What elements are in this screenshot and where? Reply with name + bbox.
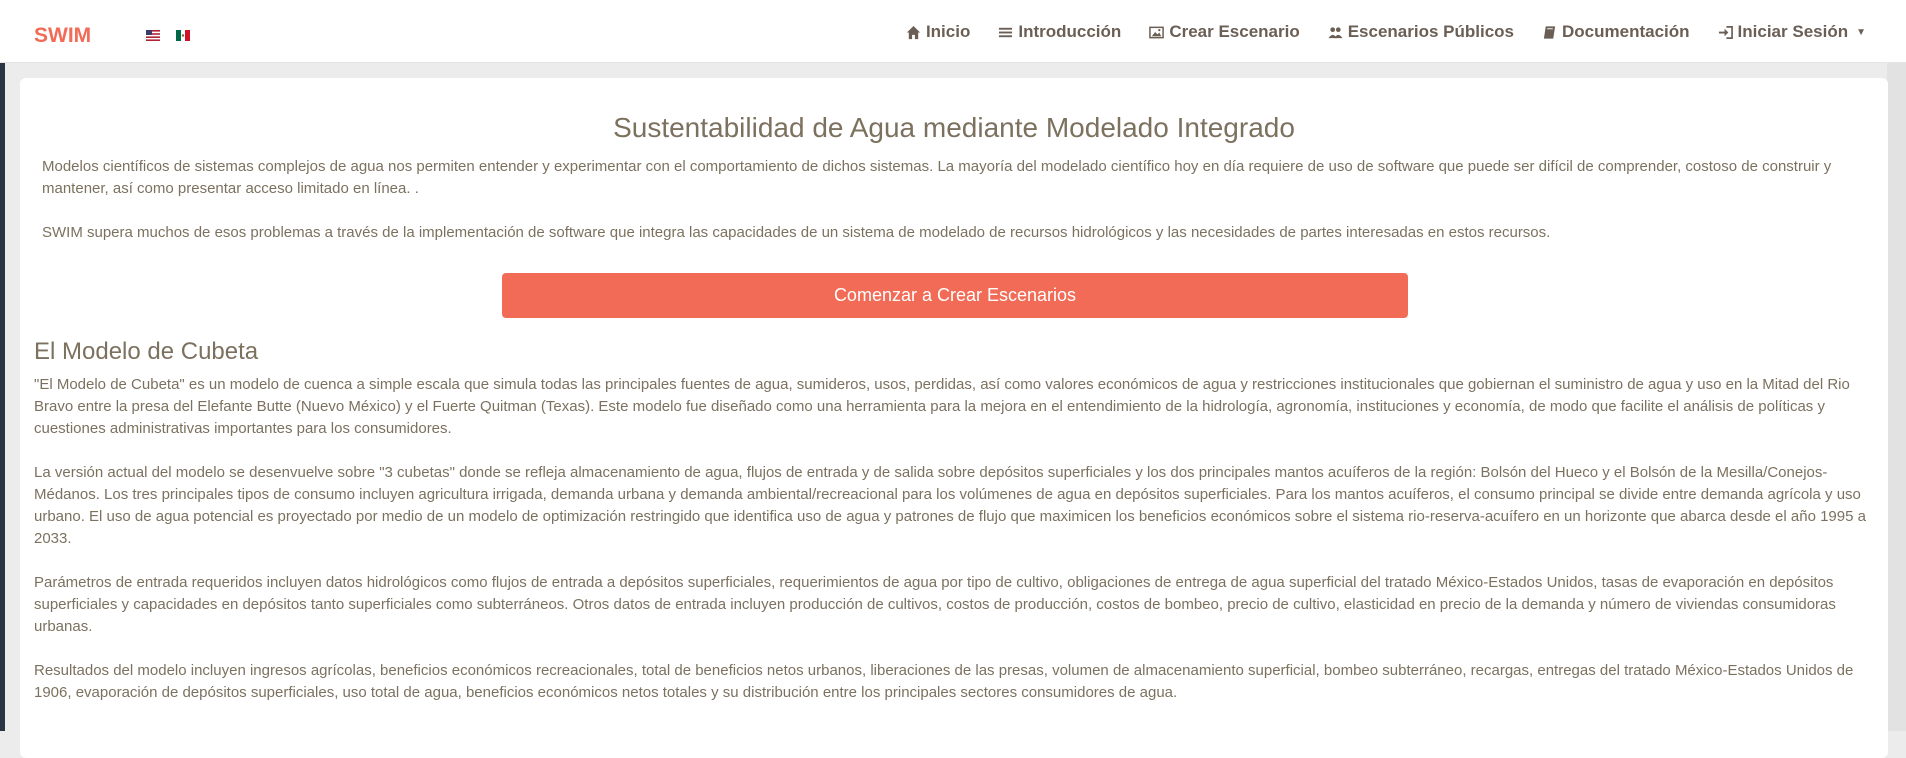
chevron-down-icon: ▼ bbox=[1856, 26, 1866, 38]
intro-paragraph: Modelos científicos de sistemas complejos de agua nos permiten entender y experimentar con el comportamiento de dichos sistemas. La mayoría del modelado científico hoy en día requiere de uso de software que puede ser difícil de comprender, costoso de construir y mantener, así como presentar acceso limitado en línea. . bbox=[42, 158, 1832, 197]
navbar bbox=[0, 0, 1906, 63]
nav-item-iniciar-sesion[interactable] bbox=[1718, 22, 1866, 42]
nav-item-crear-escenario[interactable] bbox=[1149, 22, 1299, 42]
nav-label-iniciar-sesion: Iniciar Sesión bbox=[1737, 22, 1849, 41]
nav-label-escenarios-publicos: Escenarios Públicos bbox=[1347, 22, 1515, 41]
nav-item-escenarios-publicos[interactable] bbox=[1328, 22, 1514, 42]
nav-item-introduccion[interactable] bbox=[998, 22, 1121, 42]
image-icon bbox=[1149, 25, 1164, 40]
sign-in-icon bbox=[1718, 25, 1733, 40]
us-flag-icon[interactable] bbox=[146, 30, 160, 41]
input-parameters-paragraph: Parámetros de entrada requeridos incluyen datos hidrológicos como flujos de entrada a depósitos superficiales, requerimientos de agua por tipo de cultivo, obligaciones de entrega de agua superficial del tratado México-Estados Unidos, tasas de evaporación en depósitos superficiales y capacidades en depósitos tanto superficiales como subterráneos. Otros datos de entrada incluyen producción de cultivos, costos de producción, costos de bombeo, precio de cultivo, elasticidad en precio de la demanda y número de viviendas consumidoras urbanas. bbox=[34, 574, 1836, 635]
home-icon bbox=[906, 25, 921, 40]
book-icon bbox=[1542, 25, 1557, 40]
nav-item-inicio[interactable] bbox=[906, 22, 970, 42]
nav-label-crear-escenario: Crear Escenario bbox=[1169, 22, 1300, 41]
nav-label-documentacion: Documentación bbox=[1562, 22, 1690, 41]
nav-item-documentacion[interactable] bbox=[1542, 22, 1690, 42]
brand-logo[interactable]: SWIM bbox=[34, 24, 92, 47]
model-version-paragraph: La versión actual del modelo se desenvuelve sobre "3 cubetas" donde se refleja almacenamiento de agua, flujos de entrada y de salida sobre depósitos superficiales y los dos principales mantos acuíferos de la región: Bolsón del Hueco y el Bolsón de la Mesilla/Conejos-Médanos. Los tres principales tipos de consumo incluyen agricultura irrigada, demanda urbana y demanda ambiental/recreacional para los volúmenes de agua en depósitos superficiales. Para los mantos acuíferos, el consumo principal se divide entre demanda agrícola y uso urbano. El uso de agua potencial es proyectado por medio de un modelo de optimización restringido que identifica uso de agua y patrones de flujo que maximicen los beneficios económicos sobre el sistema rio-reserva-acuífero en un horizonte que abarca desde el año 1995 a 2033. bbox=[34, 464, 1866, 547]
model-description-paragraph: "El Modelo de Cubeta" es un modelo de cuenca a simple escala que simula todas las principales fuentes de agua, sumideros, usos, perdidas, así como valores económicos de agua y restricciones institucionales que gobiernan el suministro de agua y uso en la Mitad del Rio Bravo entre la presa del Elefante Butte (Nuevo México) y el Fuerte Quitman (Texas). Este modelo fue diseñado como una herramienta para la mejora en el entendimiento de la hidrología, agronomía, instituciones y economía, de modo que facilite el análisis de políticas y cuestiones administrativas importantes para los consumidores. bbox=[34, 376, 1850, 437]
mx-flag-icon[interactable] bbox=[176, 30, 190, 41]
nav-label-introduccion: Introducción bbox=[1018, 22, 1122, 41]
main-panel bbox=[20, 78, 1888, 758]
model-results-paragraph: Resultados del modelo incluyen ingresos agrícolas, beneficios económicos recreacionales, total de beneficios netos urbanos, liberaciones de las presas, volumen de almacenamiento superficial, bombeo subterráneo, recargas, entregas del tratado México-Estados Unidos de 1906, evaporación de depósitos superficiales, uso total de agua, beneficios económicos netos totales y su distribución entre los principales sectores consumidores de agua. bbox=[34, 662, 1854, 701]
window-edge bbox=[0, 62, 5, 731]
list-icon bbox=[998, 25, 1013, 40]
scrollbar-track[interactable] bbox=[1887, 62, 1906, 731]
users-icon bbox=[1328, 25, 1343, 40]
page-title: Sustentabilidad de Agua mediante Modelado Integrado bbox=[613, 112, 1295, 143]
section-title: El Modelo de Cubeta bbox=[34, 338, 259, 365]
nav-label-inicio: Inicio bbox=[925, 22, 971, 41]
start-creating-scenarios-button[interactable]: Comenzar a Crear Escenarios bbox=[502, 273, 1408, 318]
intro-paragraph-swim: SWIM supera muchos de esos problemas a través de la implementación de software que integra las capacidades de un sistema de modelado de recursos hidrológicos y las necesidades de partes interesadas en estos recursos. bbox=[42, 224, 1551, 241]
main-nav bbox=[906, 22, 1866, 42]
